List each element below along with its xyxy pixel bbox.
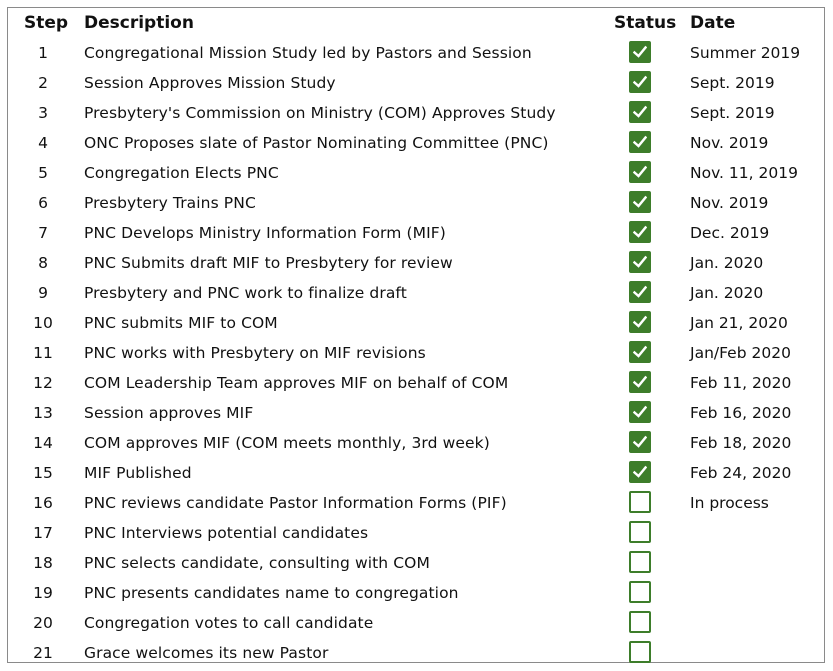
- step-description: COM Leadership Team approves MIF on behalf of COM: [84, 374, 509, 392]
- step-number: 21: [33, 644, 53, 662]
- status-checkbox[interactable]: [629, 161, 651, 183]
- checkmark-icon: [633, 405, 647, 419]
- table-row: [8, 639, 824, 669]
- step-date: In process: [690, 494, 769, 512]
- status-checkbox[interactable]: [629, 311, 651, 333]
- status-checkbox[interactable]: [629, 71, 651, 93]
- step-description: COM approves MIF (COM meets monthly, 3rd week): [84, 434, 490, 452]
- step-date: Dec. 2019: [690, 224, 770, 242]
- status-checkbox[interactable]: [629, 251, 651, 273]
- table-row: [8, 309, 824, 339]
- table-row: [8, 579, 824, 609]
- status-checkbox[interactable]: [629, 101, 651, 123]
- step-number: 15: [33, 464, 53, 482]
- step-number: 10: [33, 314, 53, 332]
- checkmark-icon: [633, 285, 647, 299]
- status-checkbox[interactable]: [629, 521, 651, 543]
- step-description: PNC works with Presbytery on MIF revisions: [84, 344, 426, 362]
- header-status: Status: [614, 13, 677, 33]
- checkmark-icon: [633, 135, 647, 149]
- checkmark-icon: [633, 465, 647, 479]
- table-row: [8, 249, 824, 279]
- status-checkbox[interactable]: [629, 461, 651, 483]
- checkmark-icon: [633, 345, 647, 359]
- step-description: Congregation Elects PNC: [84, 164, 279, 182]
- step-number: 8: [38, 254, 48, 272]
- step-date: Jan. 2020: [690, 254, 764, 272]
- step-date: Feb 16, 2020: [690, 404, 792, 422]
- step-date: Feb 11, 2020: [690, 374, 792, 392]
- step-description: PNC submits MIF to COM: [84, 314, 278, 332]
- table-header: [8, 8, 824, 38]
- table-row: [8, 69, 824, 99]
- step-description: Session Approves Mission Study: [84, 74, 336, 92]
- checkmark-icon: [633, 195, 647, 209]
- status-checkbox[interactable]: [629, 491, 651, 513]
- step-number: 3: [38, 104, 48, 122]
- step-date: Summer 2019: [690, 44, 801, 62]
- step-description: Congregational Mission Study led by Pastors and Session: [84, 44, 532, 62]
- table-row: [8, 159, 824, 189]
- table-row: [8, 129, 824, 159]
- table-row: [8, 39, 824, 69]
- step-number: 17: [33, 524, 53, 542]
- status-checkbox[interactable]: [629, 431, 651, 453]
- step-date: Jan. 2020: [690, 284, 764, 302]
- step-date: Feb 24, 2020: [690, 464, 792, 482]
- step-description: PNC selects candidate, consulting with COM: [84, 554, 430, 572]
- status-checkbox[interactable]: [629, 641, 651, 663]
- step-description: PNC Submits draft MIF to Presbytery for review: [84, 254, 453, 272]
- checkmark-icon: [633, 45, 647, 59]
- table-row: [8, 609, 824, 639]
- step-number: 1: [38, 44, 48, 62]
- step-number: 5: [38, 164, 48, 182]
- status-checkbox[interactable]: [629, 131, 651, 153]
- step-number: 6: [38, 194, 48, 212]
- step-date: Feb 18, 2020: [690, 434, 792, 452]
- table-row: [8, 99, 824, 129]
- checkmark-icon: [633, 255, 647, 269]
- table-row: [8, 519, 824, 549]
- status-checkbox[interactable]: [629, 41, 651, 63]
- checkmark-icon: [633, 105, 647, 119]
- step-description: Congregation votes to call candidate: [84, 614, 374, 632]
- status-checkbox[interactable]: [629, 341, 651, 363]
- status-checkbox[interactable]: [629, 581, 651, 603]
- step-number: 7: [38, 224, 48, 242]
- step-number: 19: [33, 584, 53, 602]
- step-number: 2: [38, 74, 48, 92]
- checkmark-icon: [633, 225, 647, 239]
- checkmark-icon: [633, 435, 647, 449]
- step-description: PNC reviews candidate Pastor Information Forms (PIF): [84, 494, 507, 512]
- step-description: Presbytery's Commission on Ministry (COM) Approves Study: [84, 104, 556, 122]
- step-number: 9: [38, 284, 48, 302]
- checkmark-icon: [633, 165, 647, 179]
- step-description: MIF Published: [84, 464, 192, 482]
- table-row: [8, 429, 824, 459]
- step-description: Presbytery and PNC work to finalize draft: [84, 284, 407, 302]
- process-table: [7, 7, 825, 663]
- table-row: [8, 369, 824, 399]
- step-date: Sept. 2019: [690, 104, 775, 122]
- checkmark-icon: [633, 315, 647, 329]
- checkmark-icon: [633, 75, 647, 89]
- table-row: [8, 399, 824, 429]
- table-row: [8, 219, 824, 249]
- step-number: 20: [33, 614, 53, 632]
- step-description: PNC Interviews potential candidates: [84, 524, 369, 542]
- header-description: Description: [84, 13, 194, 33]
- checkmark-icon: [633, 375, 647, 389]
- step-number: 13: [33, 404, 53, 422]
- step-number: 14: [33, 434, 53, 452]
- step-date: Nov. 11, 2019: [690, 164, 798, 182]
- step-date: Sept. 2019: [690, 74, 775, 92]
- table-row: [8, 339, 824, 369]
- step-date: Nov. 2019: [690, 194, 769, 212]
- table-row: [8, 489, 824, 519]
- status-checkbox[interactable]: [629, 551, 651, 573]
- table-row: [8, 189, 824, 219]
- status-checkbox[interactable]: [629, 611, 651, 633]
- table-body: [8, 39, 824, 669]
- step-description: Presbytery Trains PNC: [84, 194, 256, 212]
- step-number: 11: [33, 344, 53, 362]
- status-checkbox[interactable]: [629, 281, 651, 303]
- step-date: Jan 21, 2020: [690, 314, 788, 332]
- header-step: Step: [24, 13, 69, 33]
- status-checkbox[interactable]: [629, 401, 651, 423]
- header-date: Date: [690, 13, 736, 33]
- step-description: PNC Develops Ministry Information Form (MIF): [84, 224, 446, 242]
- table-row: [8, 549, 824, 579]
- step-description: ONC Proposes slate of Pastor Nominating Committee (PNC): [84, 134, 549, 152]
- step-number: 16: [33, 494, 53, 512]
- status-checkbox[interactable]: [629, 221, 651, 243]
- step-date: Nov. 2019: [690, 134, 769, 152]
- table-row: [8, 459, 824, 489]
- table-row: [8, 279, 824, 309]
- status-checkbox[interactable]: [629, 191, 651, 213]
- step-number: 4: [38, 134, 48, 152]
- step-date: Jan/Feb 2020: [690, 344, 791, 362]
- step-description: PNC presents candidates name to congregation: [84, 584, 459, 602]
- step-number: 12: [33, 374, 53, 392]
- step-number: 18: [33, 554, 53, 572]
- step-description: Session approves MIF: [84, 404, 254, 422]
- status-checkbox[interactable]: [629, 371, 651, 393]
- step-description: Grace welcomes its new Pastor: [84, 644, 329, 662]
